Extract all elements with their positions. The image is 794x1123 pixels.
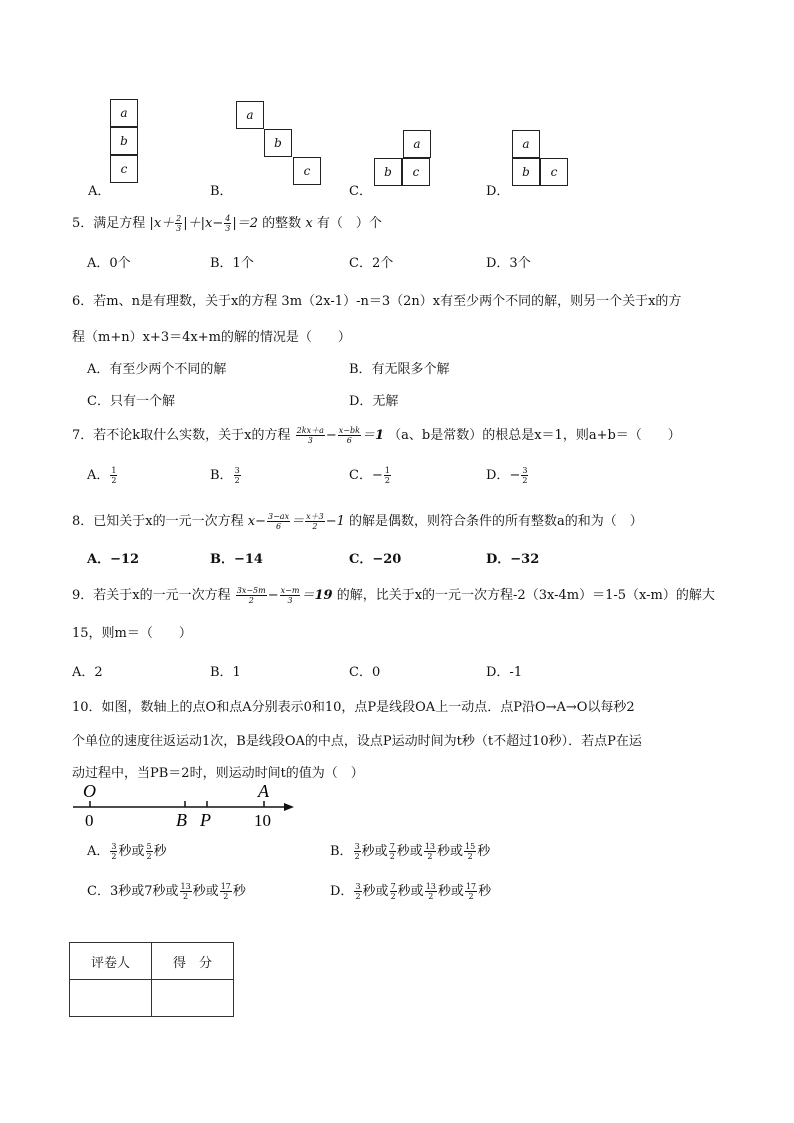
q7-after: （a、b是常数）的根总是x＝1，则a+b＝（ ） [388,428,681,443]
q5-text-after: 的整数 [262,216,302,231]
q5-option-b: B．1个 [210,256,254,271]
q7-option-a: A． $\frac{1}{2}$ [87,466,117,485]
q10-option-b: B． $\frac{3}{2}$ 秒或 $\frac{7}{2}$ 秒或 $\frac{13}{2}$ 秒或 $\frac{15}{2}$ 秒 [330,842,491,861]
q7-option-c: C．− $\frac{1}{2}$ [349,466,390,485]
option-label: C． [349,184,372,199]
label-o: O [83,781,96,801]
cell-a: a [403,130,431,158]
q8-option-c: C．−20 [349,552,402,567]
grader-cell[interactable] [70,980,152,1017]
cell-a: a [110,99,138,127]
score-cell[interactable] [152,980,234,1017]
q6-option-b: B．有无限多个解 [349,362,450,377]
q5-var: x [305,216,313,231]
q10-option-a: A． $\frac{3}{2}$ 秒或 $\frac{5}{2}$ 秒 [87,842,167,861]
q9-option-d: D．-1 [486,665,523,680]
cell-c: c [110,155,138,183]
q8-option-d: D．−32 [486,552,540,567]
q5-text-before: 5．满足方程 [72,216,146,231]
cell-b: b [264,129,292,157]
q7-equation: $\frac{2kx+a}{3}$ − $\frac{x-bk}{6}$ ＝1 [296,426,384,445]
question-7 [72,424,681,445]
q8-option-a: A．−12 [87,552,140,567]
q10-option-d: D． $\frac{3}{2}$ 秒或 $\frac{7}{2}$ 秒或 $\frac{13}{2}$ 秒或 $\frac{17}{2}$ 秒 [330,882,492,901]
option-label: A． [88,184,111,199]
q6-option-d: D．无解 [349,394,399,409]
q9-option-c: C．0 [349,665,381,680]
q7-before: 7．若不论k取什么实数，关于x的方程 [72,428,291,443]
cell-b: b [512,158,540,186]
q5-tail: 有（ ）个 [316,216,382,231]
q10-line-3: 动过程中，当PB＝2时，则运动时间t的值为（ ） [72,766,364,781]
score-header: 得 分 [152,943,234,980]
q6-line-1: 6．若m、n是有理数，关于x的方程 3m（2x-1）-n＝3（2n）x有至少两个不同的解，则另一个关于x的方 [72,294,682,309]
q7-option-b: B． $\frac{3}{2}$ [210,466,240,485]
cell-c: c [293,157,321,185]
q6-option-a: A．有至少两个不同的解 [87,362,227,377]
q10-option-c: C．3秒或7秒或 $\frac{13}{2}$ 秒或 $\frac{17}{2}$ 秒 [87,882,246,901]
cell-a: a [236,101,264,129]
arrow-head-icon [284,803,294,811]
q9-option-a: A．2 [72,665,103,680]
q8-before: 8．已知关于x的一元一次方程 [72,514,244,529]
question-5 [72,212,382,233]
q6-line-2: 程（m+n）x+3＝4x+m的解的情况是（ ） [72,330,351,345]
label-a: A [258,781,269,801]
q9-after: 的解，比关于x的一元一次方程-2（3x-4m）＝1-5（x-m）的解大 [336,588,715,603]
q7-option-d: D．− $\frac{3}{2}$ [486,466,528,485]
q8-option-b: B．−14 [210,552,263,567]
q5-option-a: A．0个 [87,256,131,271]
q9-line-2: 15，则m＝（ ） [72,626,192,641]
question-9 [72,584,715,605]
q9-before: 9．若关于x的一元一次方程 [72,588,231,603]
question-8 [72,510,643,531]
cell-c: c [402,158,430,186]
q9-option-b: B．1 [210,665,241,680]
option-label: B． [210,184,233,199]
cell-b: b [110,127,138,155]
q10-line-1: 10．如图，数轴上的点O和点A分别表示0和10，点P是线段OA上一动点．点P沿O→A→O以每秒2 [72,700,635,715]
label-ten: 10 [254,811,271,830]
label-b: B [176,810,187,830]
q8-equation: x− $\frac{3-ax}{6}$ ＝ $\frac{x+3}{2}$ −1 [247,512,345,531]
q10-line-2: 个单位的速度往返运动1次，B是线段OA的中点，设点P运动时间为t秒（t不超过10秒）．若点P在运 [72,734,642,749]
label-p: P [200,810,211,830]
cell-a: a [512,130,540,158]
option-label: D． [486,184,510,199]
number-line-figure [68,780,300,830]
q5-option-c: C．2个 [349,256,394,271]
q8-after: 的解是偶数，则符合条件的所有整数a的和为（ ） [349,514,643,529]
q9-equation: $\frac{3x-5m}{2}$ − $\frac{x-m}{3}$ ＝19 [236,586,333,605]
cell-c: c [540,158,568,186]
q5-option-d: D．3个 [486,256,531,271]
score-table [69,942,234,1017]
q6-option-c: C．只有一个解 [87,394,175,409]
cell-b: b [374,158,402,186]
q5-equation: |x＋ $\frac{2}{3}$ |＋|x− $\frac{4}{3}$ |＝2 [149,214,259,233]
grader-header: 评卷人 [70,943,152,980]
label-zero: 0 [85,811,94,830]
